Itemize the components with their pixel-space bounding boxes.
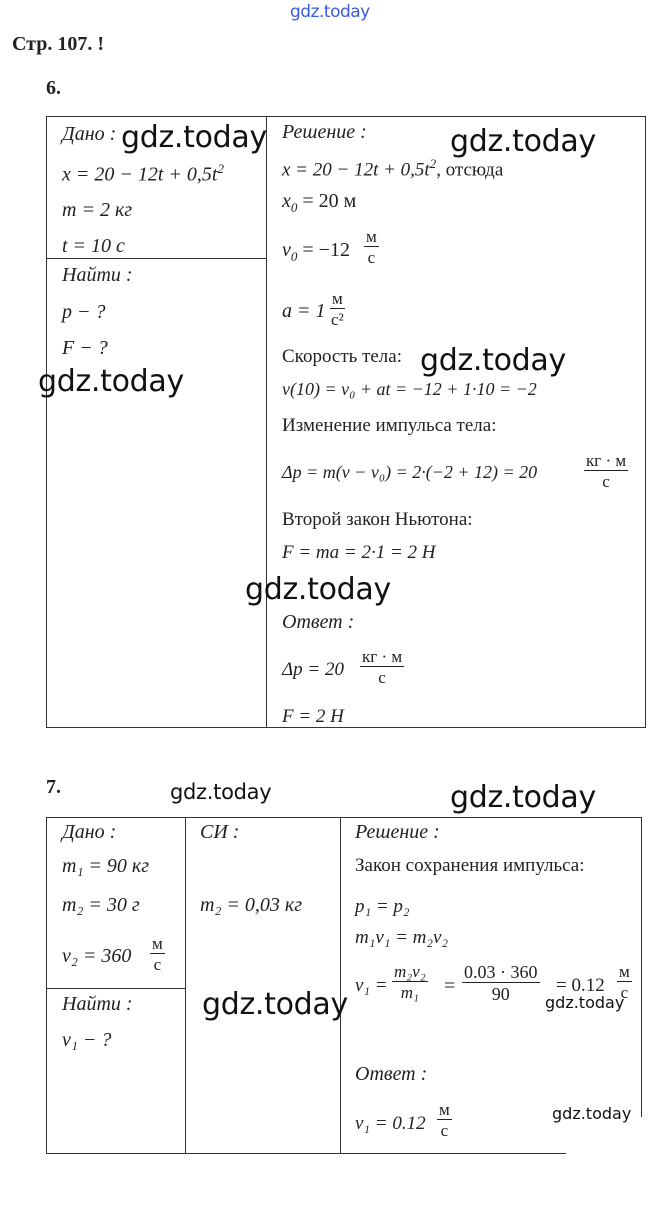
page-number: Стр. 107. — [12, 33, 93, 55]
problem7-given-m2: m₂ = 30 г — [62, 894, 140, 916]
problem7-eq2: m₁v₁ = m₂v₂ — [355, 927, 449, 948]
problem6-speed-label: Скорость тела: — [282, 346, 402, 367]
problem7-eq3-result: = 0.12 — [556, 975, 605, 996]
problem6-v0-unit: м с — [366, 227, 377, 267]
problem6-newton-label: Второй закон Ньютона: — [282, 509, 473, 530]
problem7-number: 7. — [46, 776, 61, 798]
problem7-si-m2: m₂ = 0,03 кг — [200, 894, 303, 916]
problem6-given-x: $x = 20 - 12t + 0,5t^2$ — [62, 161, 224, 186]
problem6-answer-title: Ответ : — [282, 611, 355, 633]
problem6-find-p: p − ? — [62, 301, 106, 323]
problem7-answer-title: Ответ : — [355, 1063, 428, 1085]
problem6-given-t: t = 10 с — [62, 235, 125, 257]
problem6-a-unit: м с² — [331, 289, 344, 329]
problem7-si-title: СИ : — [200, 821, 240, 843]
problem7-eq1: p₁ = p₂ — [355, 896, 410, 917]
problem7-eq3-frac1: $\frac{\text{m₂v₂}}{\text{m₁}}$ — [394, 962, 426, 1002]
problem7-given-v2-unit: м с — [152, 934, 163, 974]
problem6-a: a = 1 — [282, 300, 326, 322]
watermark: gdz.today — [450, 780, 596, 815]
problem6-impulse-label: Изменение импульса тела: — [282, 415, 497, 436]
watermark: gdz.today — [38, 364, 184, 399]
problem7-eq3-frac2: $\frac{0.03 \cdot 360}{90}$ — [464, 962, 538, 1004]
page-mark: ! — [97, 33, 105, 55]
problem7-given-m1: m₁ = 90 кг — [62, 855, 150, 877]
problem7-find-title: Найти : — [62, 993, 133, 1015]
problem7-law-label: Закон сохранения импульса: — [355, 855, 585, 876]
problem6-number: 6. — [46, 77, 61, 99]
problem7-solution-title: Решение : — [355, 821, 440, 843]
problem6-answer-p: Δp = 20 — [282, 659, 344, 680]
watermark: gdz.today — [121, 120, 267, 155]
top-watermark: gdz.today — [290, 2, 370, 22]
watermark: gdz.today — [450, 124, 596, 159]
problem6-solution-title: Решение : — [282, 121, 367, 143]
problem6-find-title: Найти : — [62, 264, 133, 286]
problem6-v0: $v_0 = -12$ — [282, 239, 350, 264]
problem7-given-title: Дано : — [62, 821, 117, 843]
problem6-newton-eq: F = ma = 2·1 = 2 Н — [282, 542, 436, 563]
problem6-answer-p-unit: кг · м с — [362, 647, 403, 687]
watermark: gdz.today — [552, 1104, 632, 1123]
problem6-impulse-unit: кг · м с — [586, 451, 627, 491]
problem7-eq3-unit: м с — [619, 962, 630, 1002]
problem6-given-m: m = 2 кг — [62, 199, 133, 221]
problem7-answer-unit: м с — [439, 1100, 450, 1140]
problem7-answer-v: v₁ = 0.12 — [355, 1113, 426, 1134]
problem6-impulse-eq: Δp = m(v − v₀) = 2·(−2 + 12) = 20 — [282, 462, 538, 482]
problem7-find-v1: v₁ − ? — [62, 1029, 112, 1051]
watermark: gdz.today — [420, 343, 566, 378]
watermark: gdz.today — [202, 987, 348, 1022]
problem6-given-title: Дано : — [62, 123, 117, 145]
problem6-speed-eq: v(10) = v₀ + at = −12 + 1·10 = −2 — [282, 379, 537, 399]
watermark: gdz.today — [245, 572, 391, 607]
problem6-find-f: F − ? — [62, 337, 108, 359]
watermark: gdz.today — [170, 780, 272, 804]
problem6-eq-x: $x = 20 - 12t + 0,5t^2$, отсюда — [282, 156, 504, 181]
watermark: gdz.today — [545, 993, 625, 1012]
problem6-x0: $x_0 = 20$ м — [282, 190, 357, 215]
problem7-given-v2: v₂ = 360 — [62, 945, 132, 967]
page-label — [12, 34, 104, 54]
problem6-answer-f: F = 2 Н — [282, 706, 344, 727]
problem7-eq3-lhs: v₁ = — [355, 975, 388, 996]
problem7-eq3-equals: = — [444, 975, 456, 997]
